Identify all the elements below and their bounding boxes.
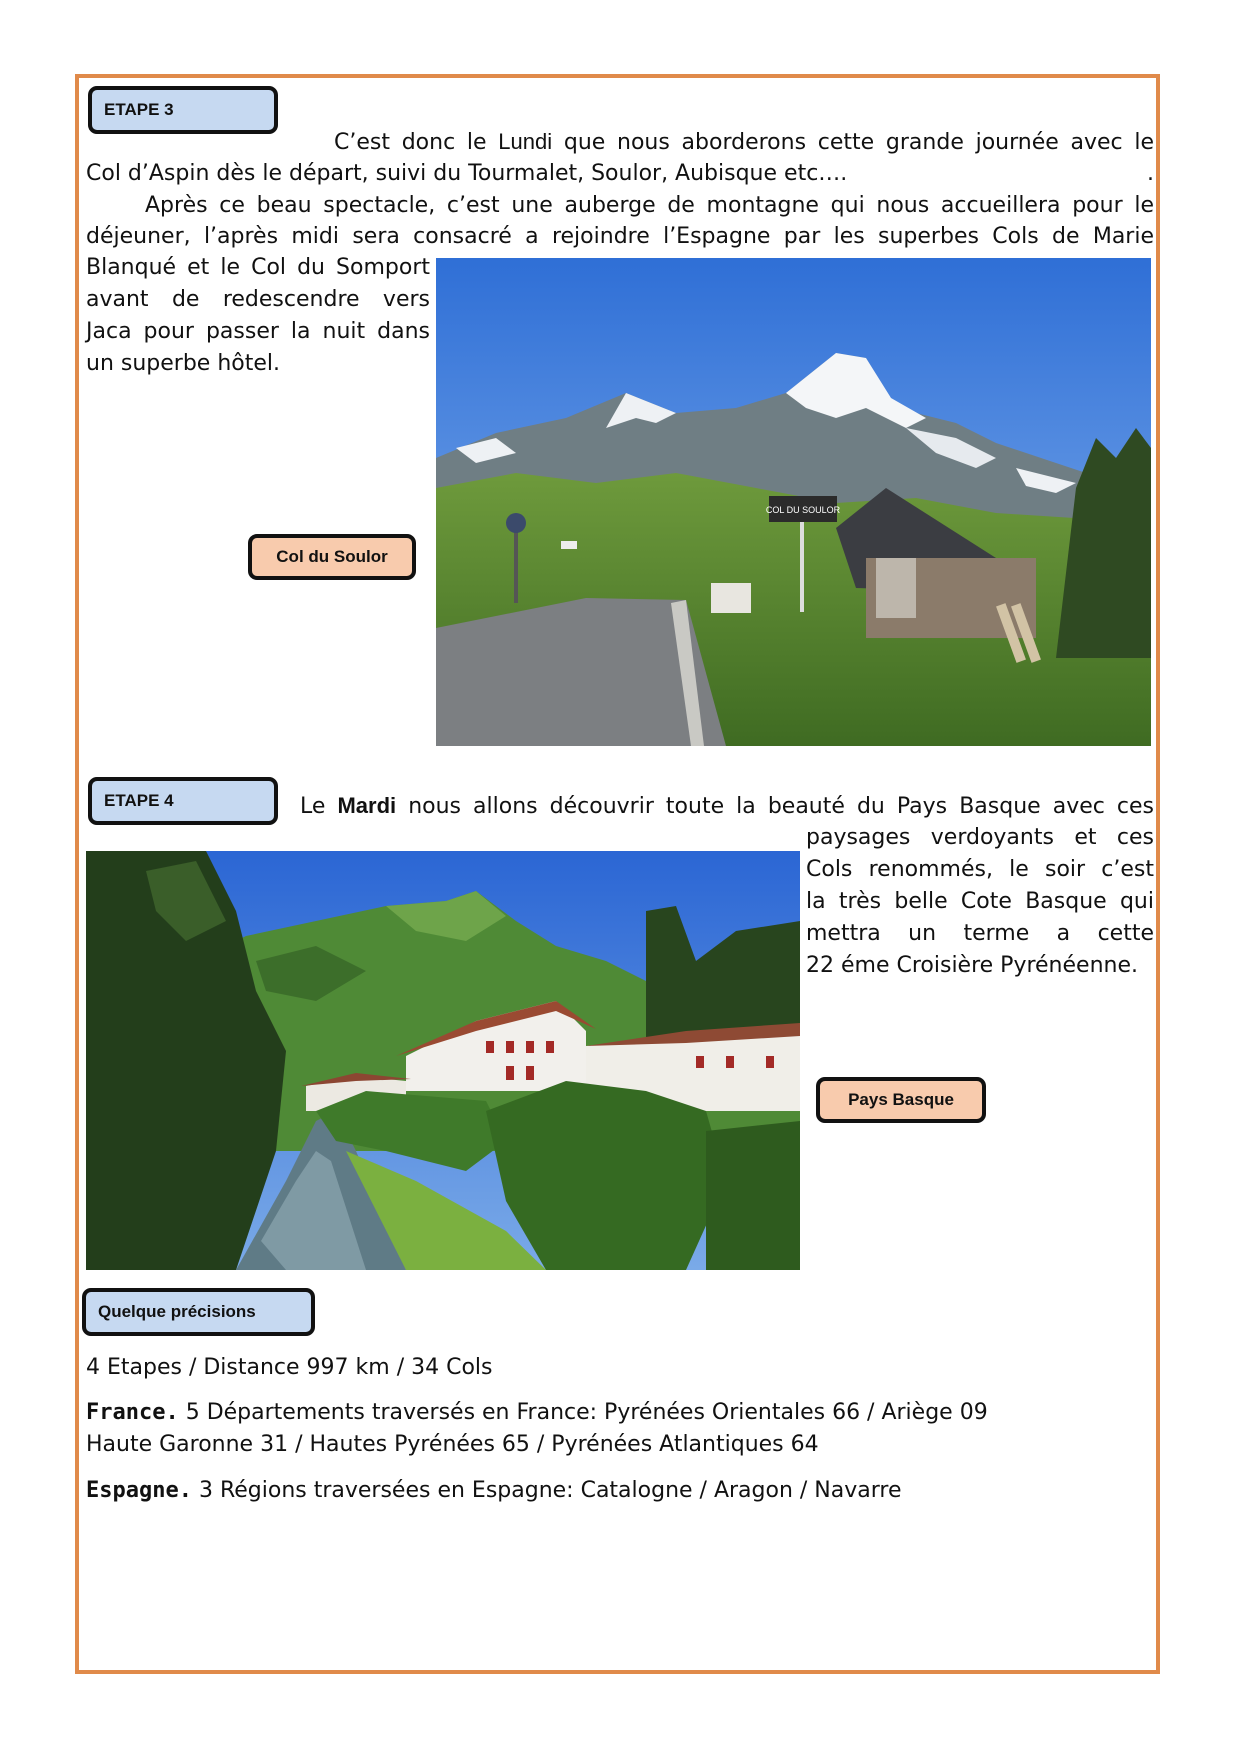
etape3-side-line: Blanqué et le Col du Somport xyxy=(86,255,430,280)
etape3-text-b: que nous aborderons cette grande journée avec le xyxy=(552,130,1154,155)
etape4-side-line: mettra un terme a cette xyxy=(806,921,1154,946)
etape4-side-line: la très belle Cote Basque qui xyxy=(806,889,1154,914)
etape3-line2-dot: . xyxy=(1147,161,1154,186)
col-du-soulor-caption: Col du Soulor xyxy=(248,534,416,580)
precisions-espagne xyxy=(86,1475,1146,1507)
etape3-tag: ETAPE 3 xyxy=(88,86,278,134)
etape3-side-line: Jaca pour passer la nuit dans xyxy=(86,319,430,344)
col-du-soulor-photo xyxy=(436,258,1151,746)
etape4-text-b: nous allons découvrir toute la beauté du Pays Basque avec ces xyxy=(396,794,1154,819)
etape4-side-line: 22 éme Croisière Pyrénéenne. xyxy=(806,953,1138,978)
etape3-day: Lundi xyxy=(498,129,553,154)
etape4-side-line: Cols renommés, le soir c’est xyxy=(806,857,1154,882)
espagne-text: 3 Régions traversées en Espagne: Catalogne / Aragon / Navarre xyxy=(191,1478,902,1503)
etape3-para2-line1: Après ce beau spectacle, c’est une auberge de montagne qui nous accueillera pour le xyxy=(145,193,1154,218)
etape4-side-line: paysages verdoyants et ces xyxy=(806,825,1154,850)
etape3-para2-line2: déjeuner, l’après midi sera consacré a rejoindre l’Espagne par les superbes Cols de Marie xyxy=(86,224,1154,249)
precisions-tag: Quelque précisions xyxy=(82,1288,315,1336)
etape4-text-a: Le xyxy=(300,794,338,819)
precisions-line1: 4 Etapes / Distance 997 km / 34 Cols xyxy=(86,1355,493,1380)
france-text: 5 Départements traversés en France: Pyrénées Orientales 66 / Ariège 09 xyxy=(178,1400,988,1425)
etape3-line2-text: Col d’Aspin dès le départ, suivi du Tourmalet, Soulor, Aubisque etc…. xyxy=(86,161,848,186)
precisions-france xyxy=(86,1397,1146,1429)
etape4-side-text xyxy=(806,822,1154,982)
etape3-line2 xyxy=(86,158,1154,190)
etape3-side-line: avant de redescendre vers xyxy=(86,287,430,312)
etape4-day: Mardi xyxy=(337,793,397,818)
col-sign-text: COL DU SOULOR xyxy=(765,505,841,515)
etape3-text-a: C’est donc le xyxy=(334,130,499,155)
precisions-france-line2: Haute Garonne 31 / Hautes Pyrénées 65 / Pyrénées Atlantiques 64 xyxy=(86,1432,819,1457)
pays-basque-caption: Pays Basque xyxy=(816,1077,986,1123)
pays-basque-photo xyxy=(86,851,800,1270)
etape4-tag: ETAPE 4 xyxy=(88,777,278,825)
espagne-label: Espagne. xyxy=(86,1478,192,1503)
france-label: France. xyxy=(86,1400,179,1425)
etape3-line1 xyxy=(334,126,1154,159)
etape3-side-text xyxy=(86,252,430,380)
etape4-intro xyxy=(300,790,1154,823)
etape3-side-line: un superbe hôtel. xyxy=(86,351,280,376)
